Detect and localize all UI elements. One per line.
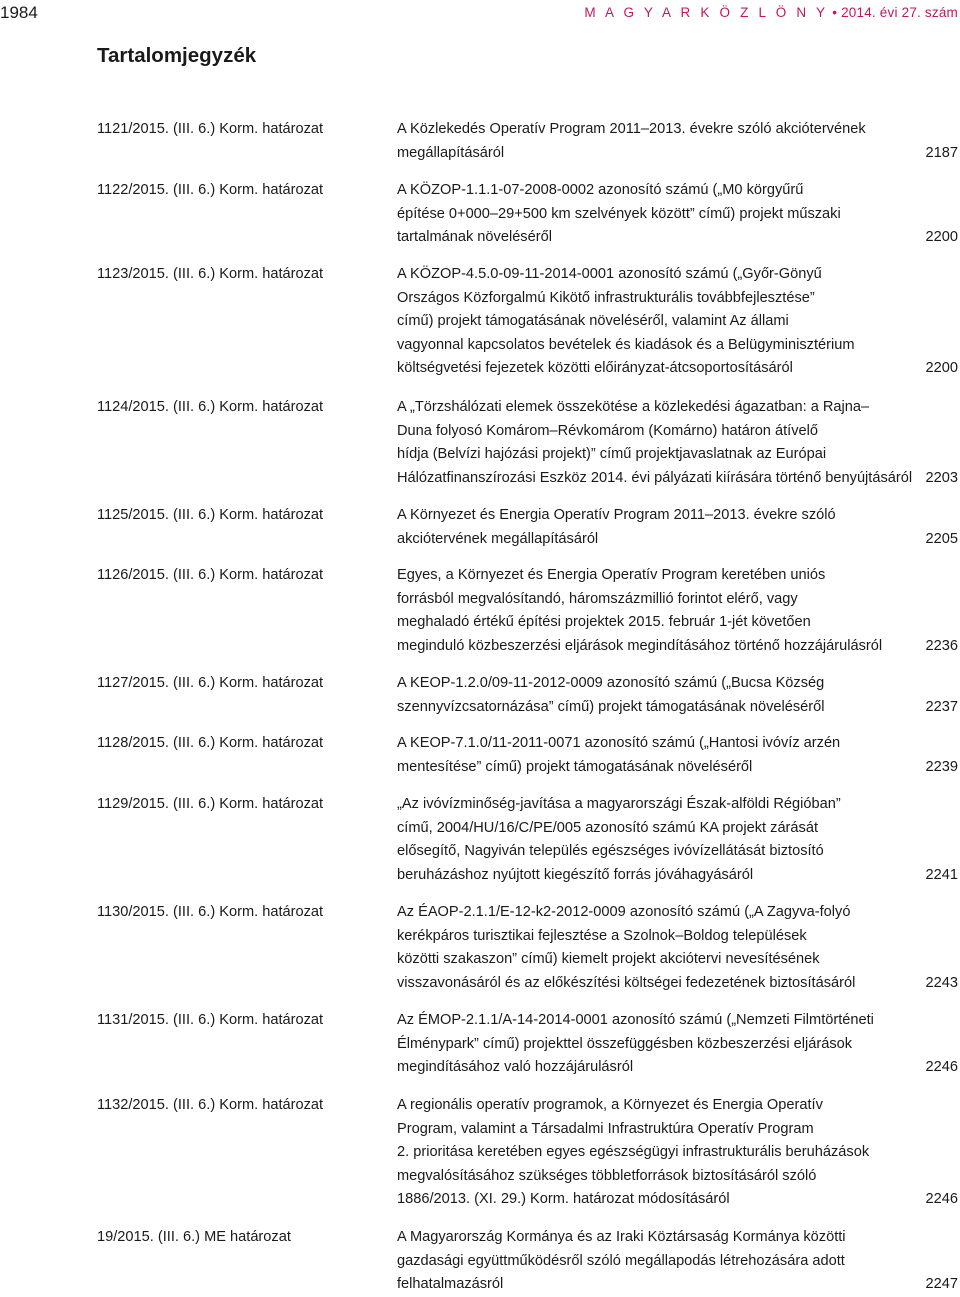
toc-entry [0, 263, 960, 381]
toc-entry-description-line: beruházáshoz nyújtott kiegészítő forrás jóváhagyásáról [397, 866, 754, 883]
toc-entry-description-line: Országos Közforgalmú Kikötő infrastrukturális továbbfejlesztése” [397, 289, 815, 306]
toc-entry-description [397, 1226, 917, 1297]
toc-entry-reference: 1122/2015. (III. 6.) Korm. határozat [97, 182, 324, 198]
toc-entry-description [397, 732, 917, 779]
toc-entry [0, 504, 960, 551]
toc-entry-description [397, 672, 917, 719]
toc-entry-page-number: 2241 [925, 866, 958, 883]
toc-entry-description [397, 901, 917, 995]
toc-entry-description-line: szennyvízcsatornázása” című) projekt támogatásának növeléséről [397, 698, 825, 715]
toc-entry-description-line: közötti szakaszon” című) kiemelt projekt akciótervi nevesítésének [397, 951, 820, 968]
toc-entry-description-line: gazdasági együttműködésről szóló megállapodás létrehozására adott [397, 1252, 845, 1269]
toc-entry-page-number: 2205 [925, 530, 958, 547]
toc-entry-description [397, 1009, 917, 1080]
toc-entry-description-line: Az ÉAOP-2.1.1/E-12-k2-2012-0009 azonosító számú („A Zagyva-folyó [397, 904, 851, 920]
toc-entry-reference: 1132/2015. (III. 6.) Korm. határozat [97, 1097, 324, 1113]
toc-entry-description-line: A KEOP-1.2.0/09-11-2012-0009 azonosító számú („Bucsa Község [397, 675, 825, 691]
issue-label: 2014. évi 27. szám [841, 5, 958, 20]
toc-entry-description [397, 564, 917, 658]
toc-entry-description-line: „Az ivóvízminőség-javítása a magyarországi Észak-alföldi Régióban” [397, 796, 841, 812]
toc-entry-reference: 1121/2015. (III. 6.) Korm. határozat [97, 121, 324, 137]
toc-entry-page-number: 2243 [925, 974, 958, 991]
toc-entry-reference: 1125/2015. (III. 6.) Korm. határozat [97, 507, 324, 523]
toc-entry-description-line: Az ÉMOP-2.1.1/A-14-2014-0001 azonosító számú („Nemzeti Filmtörténeti [397, 1012, 874, 1028]
toc-entry-description-line: Élménypark” című) projekttel összefüggésben közbeszerzési eljárások [397, 1035, 853, 1052]
toc-entry [0, 672, 960, 719]
toc-entry-description-line: A KÖZOP-4.5.0-09-11-2014-0001 azonosító számú („Győr-Gönyű [397, 266, 822, 282]
toc-entry-description-line: című, 2004/HU/16/C/PE/005 azonosító számú KA projekt zárását [397, 819, 819, 836]
toc-entry-description-line: akciótervének megállapításáról [397, 530, 599, 547]
toc-entry-page-number: 2246 [925, 1191, 958, 1208]
toc-entry-description-line: 2. prioritása keretében egyes egészségügyi infrastrukturális beruházások [397, 1144, 870, 1161]
toc-entry-reference: 1126/2015. (III. 6.) Korm. határozat [97, 567, 324, 583]
toc-entry-description-line: vagyonnal kapcsolatos bevételek és kiadások és a Belügyminisztérium [397, 336, 855, 353]
toc-entry-description-line: 1886/2013. (XI. 29.) Korm. határozat módosításáról [397, 1191, 730, 1208]
toc-entry-reference: 1129/2015. (III. 6.) Korm. határozat [97, 796, 324, 812]
toc-entry-reference: 1124/2015. (III. 6.) Korm. határozat [97, 399, 324, 415]
toc-entry-description [397, 793, 917, 887]
journal-name: M A G Y A R K Ö Z L Ö N Y [584, 5, 829, 20]
toc-entry-page-number: 2187 [925, 144, 958, 161]
toc-entry-description-line: meginduló közbeszerzési eljárások megindításához történő hozzájárulásról [397, 637, 883, 654]
toc-entry [0, 564, 960, 658]
toc-entry-description-line: A KÖZOP-1.1.1-07-2008-0002 azonosító számú („M0 körgyűrű [397, 182, 804, 198]
toc-entry-description-line: meghaladó értékű építési projektek 2015. február 1-jét követően [397, 614, 811, 631]
toc-entry-reference: 1128/2015. (III. 6.) Korm. határozat [97, 735, 324, 751]
toc-entry-page-number: 2247 [925, 1276, 958, 1293]
toc-entry-description-line: visszavonásáról és az előkészítési költségei fedezetének biztosításáról [397, 974, 856, 991]
toc-entry-description-line: felhatalmazásról [397, 1276, 504, 1293]
toc-entry-reference: 19/2015. (III. 6.) ME határozat [97, 1229, 291, 1245]
toc-entry-description [397, 1094, 917, 1212]
toc-entry-description-line: megvalósításához szükséges többletforrások biztosításáról szóló [397, 1167, 817, 1184]
toc-entry-description [397, 396, 917, 490]
toc-entry [0, 118, 960, 165]
toc-entry-description [397, 179, 917, 250]
toc-entry-description-line: megállapításáról [397, 144, 505, 161]
toc-entry-description-line: A KEOP-7.1.0/11-2011-0071 azonosító számú („Hantosi ivóvíz arzén [397, 735, 841, 751]
toc-entry-description-line: mentesítése” című) projekt támogatásának növeléséről [397, 758, 753, 775]
toc-entry [0, 1009, 960, 1080]
toc-entry-description [397, 118, 917, 165]
toc-entry-description [397, 263, 917, 381]
toc-entry-page-number: 2203 [925, 469, 958, 486]
toc-entry-description-line: című) projekt támogatásának növeléséről, valamint Az állami [397, 313, 789, 330]
toc-entry-page-number: 2236 [925, 637, 958, 654]
toc-entry-description-line: A Közlekedés Operatív Program 2011–2013. évekre szóló akciótervének [397, 121, 866, 137]
toc-entry [0, 179, 960, 250]
toc-entry [0, 901, 960, 995]
toc-entry-reference: 1127/2015. (III. 6.) Korm. határozat [97, 675, 324, 691]
toc-entry [0, 1226, 960, 1297]
toc-entry-page-number: 2237 [925, 698, 958, 715]
toc-entry-description-line: A Magyarország Kormánya és az Iraki Köztársaság Kormánya közötti [397, 1229, 846, 1245]
toc-entry-description-line: elősegítő, Nagyiván település egészséges ivóvízellátását biztosító [397, 843, 824, 860]
toc-entry [0, 396, 960, 490]
toc-entry-description-line: Egyes, a Környezet és Energia Operatív Program keretében uniós [397, 567, 826, 583]
header-bullet: • [832, 5, 838, 20]
toc-entry-description-line: költségvetési fejezetek közötti előirányzat-átcsoportosításáról [397, 360, 793, 377]
toc-entry-description-line: forrásból megvalósítandó, háromszázmillió forintot elérő, vagy [397, 590, 798, 607]
page-title: Tartalomjegyzék [97, 44, 257, 67]
page-number: 1984 [0, 3, 38, 22]
toc-entry-description-line: tartalmának növeléséről [397, 229, 552, 246]
toc-entry-reference: 1131/2015. (III. 6.) Korm. határozat [97, 1012, 324, 1028]
toc-entry [0, 793, 960, 887]
toc-entry [0, 732, 960, 779]
toc-entry-description-line: A „Törzshálózati elemek összekötése a közlekedési ágazatban: a Rajna– [397, 399, 870, 415]
toc-entry [0, 1094, 960, 1212]
toc-entry-page-number: 2239 [925, 758, 958, 775]
toc-entry-page-number: 2200 [925, 229, 958, 246]
toc-entry-description-line: A Környezet és Energia Operatív Program 2011–2013. évekre szóló [397, 507, 836, 523]
toc-entry-description-line: hídja (Belvízi hajózási projekt)” című projektjavaslatnak az Európai [397, 446, 827, 463]
toc-entry-description-line: Program, valamint a Társadalmi Infrastruktúra Operatív Program [397, 1120, 814, 1137]
toc-entry-description-line: Hálózatfinanszírozási Eszköz 2014. évi pályázati kiírására történő benyújtásáról [397, 469, 913, 486]
toc-entry-reference: 1123/2015. (III. 6.) Korm. határozat [97, 266, 324, 282]
toc-entry-reference: 1130/2015. (III. 6.) Korm. határozat [97, 904, 324, 920]
toc-entry-description-line: Duna folyosó Komárom–Révkomárom (Komárno) határon átívelő [397, 422, 818, 439]
toc-entry-description-line: építése 0+000–29+500 km szelvények között” című) projekt műszaki [397, 205, 841, 222]
toc-entry-description-line: A regionális operatív programok, a Környezet és Energia Operatív [397, 1097, 823, 1113]
toc-entry-description-line: megindításához való hozzájárulásról [397, 1059, 634, 1076]
toc-entry-page-number: 2246 [925, 1059, 958, 1076]
toc-entry-description [397, 504, 917, 551]
toc-entry-description-line: kerékpáros turisztikai fejlesztése a Szolnok–Boldog települések [397, 927, 807, 944]
toc-entry-page-number: 2200 [925, 360, 958, 377]
